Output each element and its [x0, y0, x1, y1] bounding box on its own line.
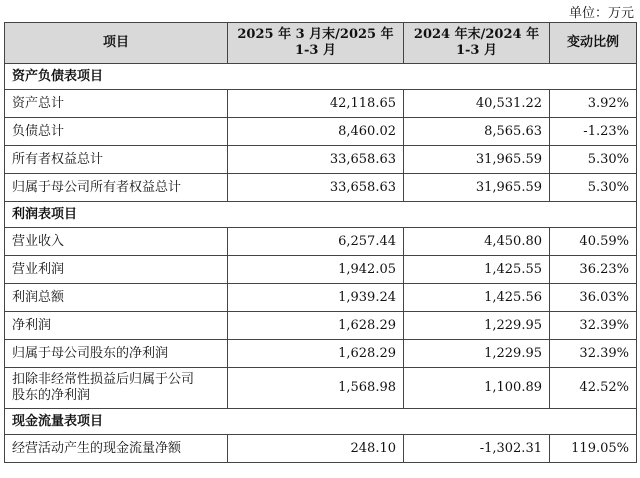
section-row	[5, 202, 637, 228]
value-2025: 1,628.29	[228, 312, 404, 340]
section-row	[5, 409, 637, 435]
value-2025: 6,257.44	[228, 228, 404, 256]
value-2025: 248.10	[228, 435, 404, 463]
change-value: 5.30%	[550, 146, 637, 174]
value-2024: 1,229.95	[404, 312, 550, 340]
header-change	[550, 23, 637, 64]
value-2024: 31,965.59	[404, 146, 550, 174]
row-label: 净利润	[5, 312, 228, 340]
table-row	[5, 312, 637, 340]
change-value: 36.03%	[550, 284, 637, 312]
header-item-label: 项目	[102, 35, 129, 50]
change-value: 32.39%	[550, 312, 637, 340]
header-2024-line2: 1-3 月	[455, 43, 497, 58]
value-2024: 31,965.59	[404, 174, 550, 202]
header-2025-line2: 1-3 月	[294, 43, 336, 58]
value-2025: 33,658.63	[228, 174, 404, 202]
table-header-row	[5, 23, 637, 64]
change-value: 42.52%	[550, 368, 637, 409]
header-2025-line1: 2025 年 3 月末/2025 年	[237, 27, 394, 42]
value-2024: 1,425.56	[404, 284, 550, 312]
change-value: 40.59%	[550, 228, 637, 256]
table-row	[5, 90, 637, 118]
row-label-line2: 股东的净利润	[12, 388, 91, 403]
value-2024: 1,100.89	[404, 368, 550, 409]
value-2025: 33,658.63	[228, 146, 404, 174]
value-2024: 8,565.63	[404, 118, 550, 146]
table-row	[5, 174, 637, 202]
change-value: -1.23%	[550, 118, 637, 146]
row-label: 所有者权益总计	[5, 146, 228, 174]
row-label: 经营活动产生的现金流量净额	[5, 435, 228, 463]
row-label: 负债总计	[5, 118, 228, 146]
row-label: 营业利润	[5, 256, 228, 284]
value-2024: 4,450.80	[404, 228, 550, 256]
section-title: 利润表项目	[5, 202, 637, 228]
header-2024-line1: 2024 年末/2024 年	[413, 27, 540, 42]
value-2025: 8,460.02	[228, 118, 404, 146]
table-row	[5, 118, 637, 146]
value-2025: 1,939.24	[228, 284, 404, 312]
value-2024: 1,229.95	[404, 340, 550, 368]
header-item	[5, 23, 228, 64]
value-2024: 40,531.22	[404, 90, 550, 118]
row-label: 营业收入	[5, 228, 228, 256]
row-label-line1: 扣除非经常性损益后归属于公司	[12, 372, 195, 387]
row-label: 利润总额	[5, 284, 228, 312]
header-change-label: 变动比例	[566, 35, 619, 50]
row-label: 归属于母公司所有者权益总计	[5, 174, 228, 202]
change-value: 3.92%	[550, 90, 637, 118]
header-2024	[404, 23, 550, 64]
table-row	[5, 368, 637, 409]
change-value: 36.23%	[550, 256, 637, 284]
section-row	[5, 64, 637, 90]
change-value: 32.39%	[550, 340, 637, 368]
unit-note: 单位：万元	[568, 6, 634, 21]
table-row	[5, 228, 637, 256]
section-title: 现金流量表项目	[5, 409, 637, 435]
value-2025: 1,628.29	[228, 340, 404, 368]
table-row	[5, 435, 637, 463]
section-title: 资产负债表项目	[5, 64, 637, 90]
change-value: 119.05%	[550, 435, 637, 463]
value-2024: -1,302.31	[404, 435, 550, 463]
value-2025: 1,568.98	[228, 368, 404, 409]
row-label: 资产总计	[5, 90, 228, 118]
financial-data-table	[4, 22, 637, 463]
value-2025: 42,118.65	[228, 90, 404, 118]
table-row	[5, 284, 637, 312]
value-2025: 1,942.05	[228, 256, 404, 284]
table-row	[5, 340, 637, 368]
value-2024: 1,425.55	[404, 256, 550, 284]
row-label	[5, 368, 228, 409]
header-2025	[228, 23, 404, 64]
table-row	[5, 146, 637, 174]
table-row	[5, 256, 637, 284]
row-label: 归属于母公司股东的净利润	[5, 340, 228, 368]
change-value: 5.30%	[550, 174, 637, 202]
